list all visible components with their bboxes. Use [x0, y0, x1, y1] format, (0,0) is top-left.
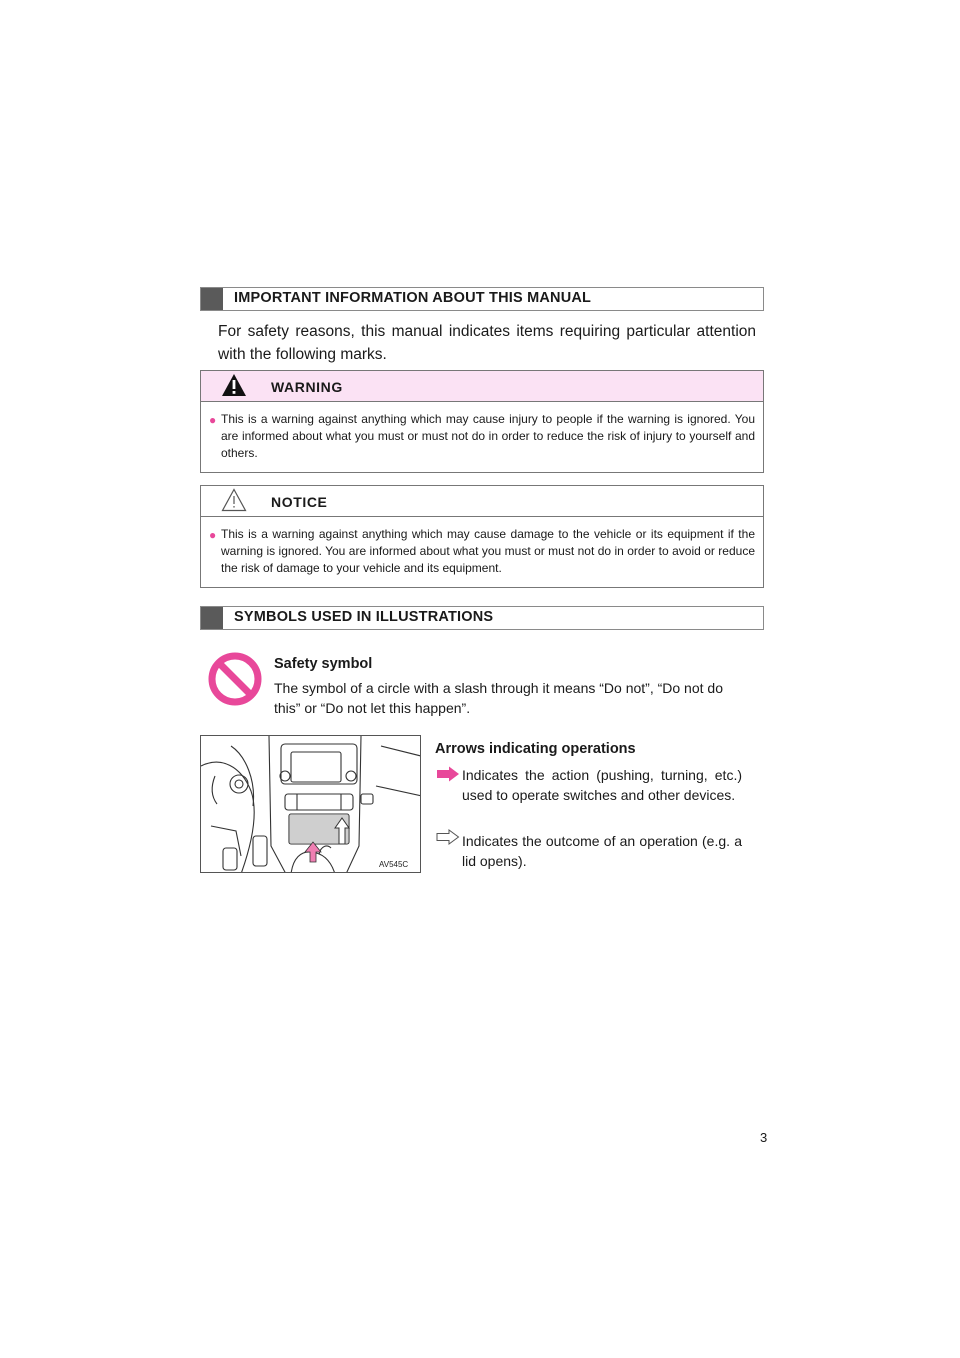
arrow-item-outcome: Indicates the outcome of an operation (e.g. a lid opens).: [462, 833, 742, 869]
page-number: 3: [760, 1130, 768, 1145]
intro-paragraph: For safety reasons, this manual indicates items requiring particular attention with the following marks.: [218, 323, 756, 363]
filled-arrow-icon: [436, 766, 460, 782]
notice-text: This is a warning against anything which may cause damage to the vehicle or its equipment if the warning is ignored. You are informed about what you must or must not do in order to avoid or reduce the risk of damage to your vehicle and its equipment.: [221, 527, 755, 575]
section-header-symbols: [200, 606, 764, 630]
notice-body: [201, 517, 763, 587]
section-title: SYMBOLS USED IN ILLUSTRATIONS: [234, 609, 494, 625]
arrow-item-action: Indicates the action (pushing, turning, etc.) used to operate switches and other devices.: [462, 767, 742, 803]
arrows-title: Arrows indicating operations: [435, 741, 636, 757]
warning-header: [201, 371, 763, 402]
prohibition-icon: [208, 652, 262, 706]
dashboard-illustration: [200, 735, 421, 873]
safety-symbol-title: Safety symbol: [274, 656, 373, 672]
section-header-tab: [201, 607, 223, 629]
illustration-code: AV545C: [379, 860, 409, 869]
section-title: IMPORTANT INFORMATION ABOUT THIS MANUAL: [234, 290, 592, 306]
caution-triangle-outline-icon: [221, 488, 247, 512]
warning-triangle-icon: [221, 373, 247, 397]
notice-header: [201, 486, 763, 517]
bullet-icon: ●: [209, 528, 217, 542]
section-header-tab: [201, 288, 223, 310]
dashboard-drawing: [201, 736, 421, 873]
warning-box: [200, 370, 764, 473]
bullet-icon: ●: [209, 413, 217, 427]
notice-label: NOTICE: [271, 494, 328, 510]
safety-symbol-text: The symbol of a circle with a slash through it means “Do not”, “Do not do this” or “Do not let this happen”.: [274, 680, 723, 716]
warning-label: WARNING: [271, 379, 343, 395]
section-header-important: [200, 287, 764, 311]
warning-text: This is a warning against anything which may cause injury to people if the warning is ignored. You are informed about what you must or must not do in order to reduce the risk of injury to yourself and others.: [221, 412, 755, 460]
notice-box: [200, 485, 764, 588]
warning-body: [201, 402, 763, 472]
outline-arrow-icon: [436, 829, 460, 845]
